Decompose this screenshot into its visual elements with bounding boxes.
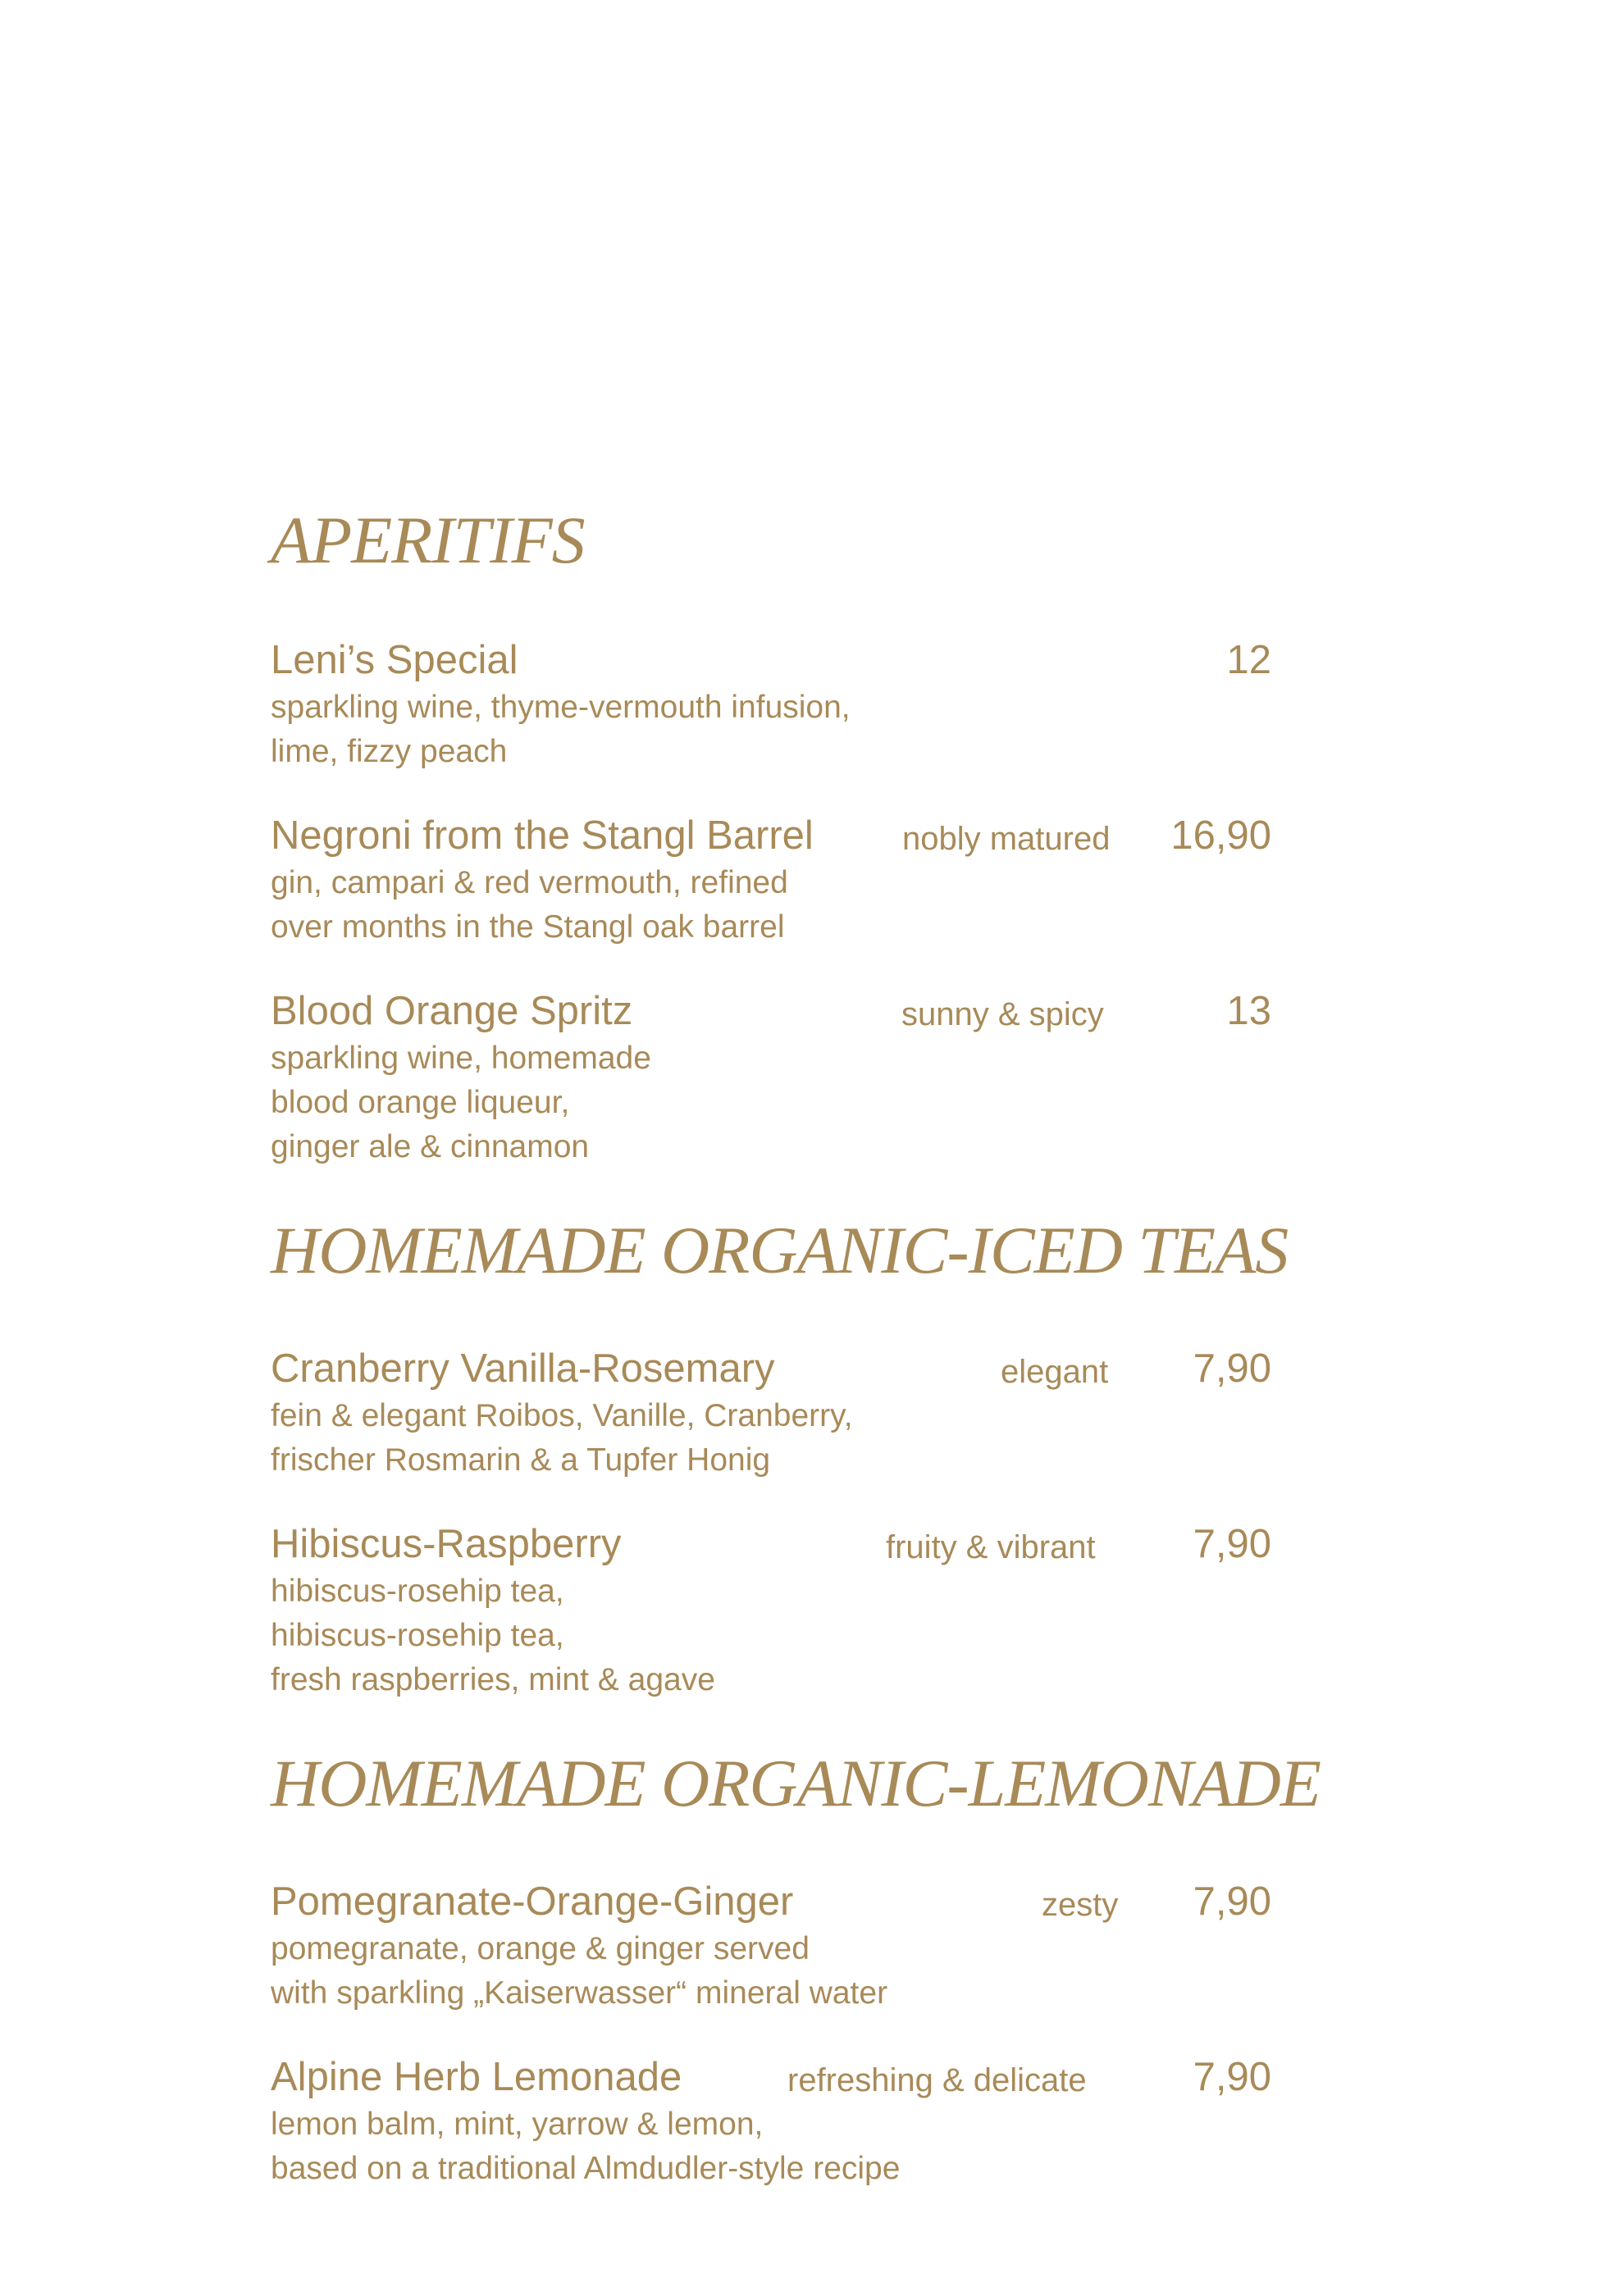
menu-item-price: 13 <box>1226 989 1271 1033</box>
menu-item-cranberry-vanilla-rosemary <box>271 1343 1271 1483</box>
menu-item-name: Cranberry Vanilla-Rosemary <box>271 1346 775 1391</box>
menu-item-tag: refreshing & delicate <box>787 2062 1087 2098</box>
menu-item-tag: zesty <box>1042 1887 1119 1923</box>
menu-item-price: 12 <box>1226 638 1271 682</box>
menu-item-price: 7,90 <box>1193 1879 1271 1924</box>
menu-item-description <box>271 2102 1271 2191</box>
menu-item-name: Blood Orange Spritz <box>271 989 633 1033</box>
description-line: lime, fizzy peach <box>271 734 508 769</box>
description-line: gin, campari & red vermouth, refined <box>271 865 788 900</box>
menu-item-alpine-herb-lemonade <box>271 2052 1271 2191</box>
description-line: frischer Rosmarin & a Tupfer Honig <box>271 1442 771 1478</box>
menu-item-price: 16,90 <box>1170 813 1271 858</box>
menu-item-tag: fruity & vibrant <box>886 1529 1096 1565</box>
description-line: blood orange liqueur, <box>271 1085 570 1120</box>
menu-item-description <box>271 1036 1271 1169</box>
section-title-lemonade: HOMEMADE ORGANIC-LEMONADE <box>271 1746 1321 1820</box>
description-line: ginger ale & cinnamon <box>271 1129 590 1164</box>
description-line: fresh raspberries, mint & agave <box>271 1662 715 1697</box>
description-line: lemon balm, mint, yarrow & lemon, <box>271 2107 764 2142</box>
menu-item-description <box>271 686 1271 774</box>
description-line: hibiscus-rosehip tea, <box>271 1618 564 1653</box>
menu-item-tag: nobly matured <box>902 821 1111 857</box>
menu-item-name: Pomegranate-Orange-Ginger <box>271 1879 794 1924</box>
menu-item-header <box>271 2052 1271 2102</box>
description-line: pomegranate, orange & ginger served <box>271 1931 810 1966</box>
description-line: hibiscus-rosehip tea, <box>271 1574 564 1609</box>
menu-item-price: 7,90 <box>1193 1346 1271 1391</box>
menu-item-price: 7,90 <box>1193 2055 1271 2099</box>
menu-item-description <box>271 1927 1271 2016</box>
description-line: over months in the Stangl oak barrel <box>271 909 785 945</box>
description-line: based on a traditional Almdudler-style recipe <box>271 2151 901 2186</box>
menu-item-header <box>271 986 1271 1036</box>
menu-item-header <box>271 1519 1271 1569</box>
menu-item-name: Negroni from the Stangl Barrel <box>271 813 814 858</box>
section-title-aperitifs: APERITIFS <box>271 503 585 577</box>
menu-item-blood-orange-spritz <box>271 986 1271 1169</box>
menu-item-negroni <box>271 810 1271 950</box>
menu-item-header <box>271 810 1271 861</box>
description-line: with sparkling „Kaiserwasser“ mineral water <box>271 1975 888 2011</box>
description-line: sparkling wine, homemade <box>271 1041 651 1076</box>
menu-item-tag: sunny & spicy <box>901 996 1104 1032</box>
menu-item-lenis-special <box>271 635 1271 774</box>
menu-item-price: 7,90 <box>1193 1522 1271 1566</box>
section-title-iced-teas: HOMEMADE ORGANIC-ICED TEAS <box>271 1213 1289 1287</box>
menu-item-header <box>271 1876 1271 1927</box>
menu-item-name: Alpine Herb Lemonade <box>271 2055 682 2099</box>
menu-item-header <box>271 1343 1271 1394</box>
menu-item-description <box>271 1569 1271 1702</box>
menu-item-pomegranate-orange-ginger <box>271 1876 1271 2016</box>
menu-item-tag: elegant <box>1001 1354 1109 1390</box>
menu-item-description <box>271 1394 1271 1483</box>
description-line: sparkling wine, thyme-vermouth infusion, <box>271 690 851 725</box>
menu-item-description <box>271 861 1271 950</box>
menu-item-name: Hibiscus-Raspberry <box>271 1522 622 1566</box>
description-line: fein & elegant Roibos, Vanille, Cranberry, <box>271 1398 853 1433</box>
menu-item-name: Leni’s Special <box>271 638 518 682</box>
menu-item-header <box>271 635 1271 686</box>
menu-item-hibiscus-raspberry <box>271 1519 1271 1702</box>
